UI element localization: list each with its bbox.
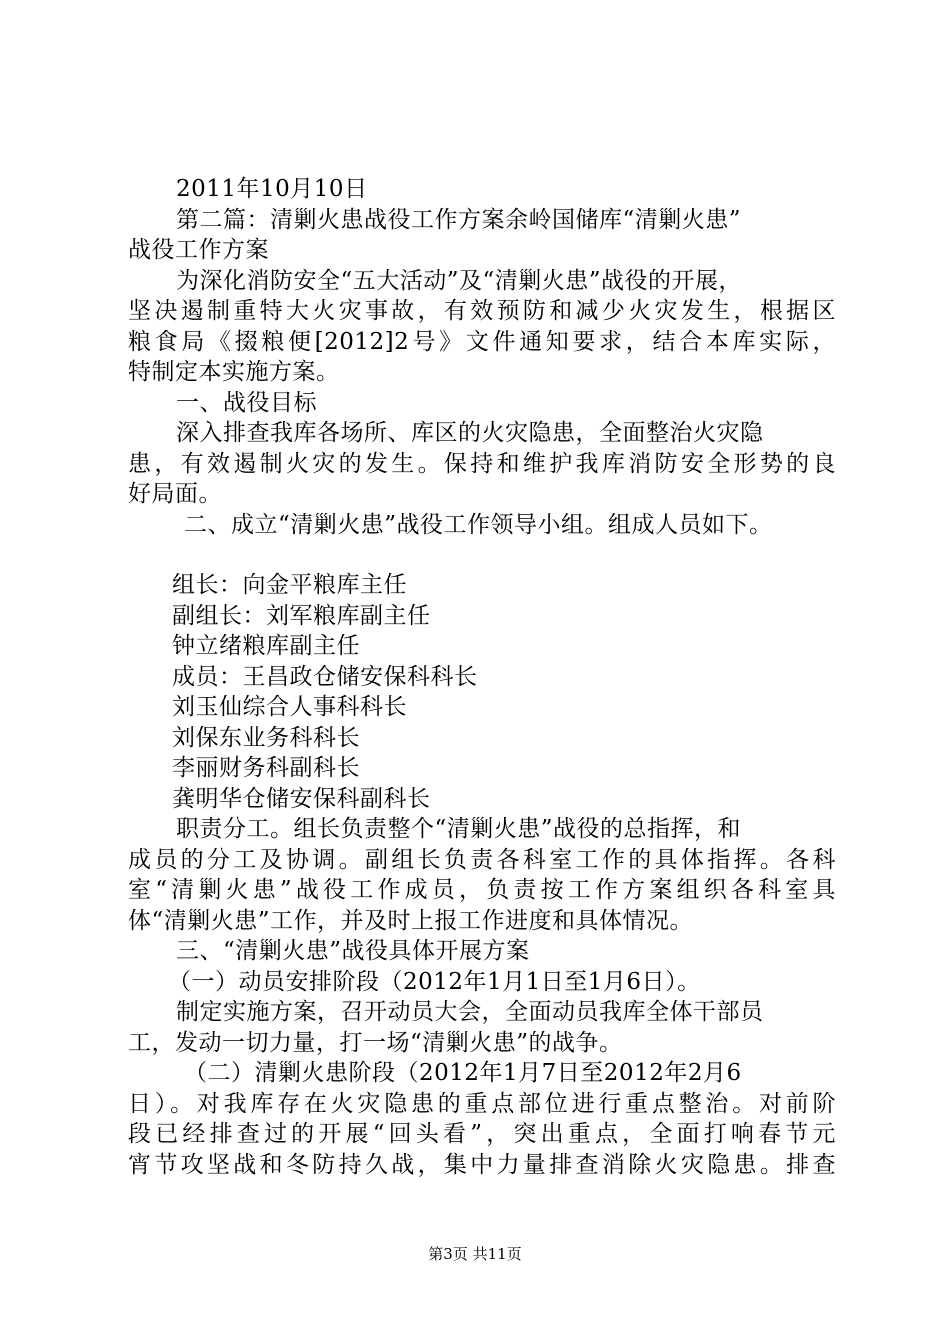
member-line: 钟立绪粮库副主任: [172, 633, 360, 659]
member-line: 刘保东业务科科长: [172, 724, 360, 751]
paragraph-line: 职责分工。组长负责整个“清剿火患”战役的总指挥，和: [176, 816, 742, 842]
paragraph-line: 为深化消防安全“五大活动”及“清剿火患”战役的开展，: [176, 267, 743, 294]
paragraph-line: 患，有效遏制火灾的发生。保持和维护我库消防安全形势的良: [128, 450, 836, 477]
member-line: 龚明华仓储安保科副科长: [172, 785, 431, 812]
section-title: 第二篇：清剿火患战役工作方案余岭国储库“清剿火患”: [176, 206, 742, 233]
paragraph-line: 坚决遏制重特大火灾事故，有效预防和减少火灾发生，根据区: [128, 298, 836, 324]
paragraph-line: 深入排查我库各场所、库区的火灾隐患，全面整治火灾隐: [176, 420, 764, 446]
member-line: 副组长：刘军粮库副主任: [172, 602, 431, 629]
heading-goal: 一、战役目标: [176, 389, 317, 416]
paragraph-line: 日）。对我库存在火灾隐患的重点部位进行重点整治。对前阶: [128, 1090, 836, 1117]
member-line: 刘玉仙综合人事科科长: [172, 694, 407, 720]
page-footer: 第3页 共11页: [428, 1245, 522, 1263]
heading-group: 二、成立“清剿火患”战役工作领导小组。组成人员如下。: [184, 511, 773, 538]
member-line: 李丽财务科副科长: [172, 755, 360, 781]
paragraph-line: 宵节攻坚战和冬防持久战，集中力量排查消除火灾隐患。排查: [128, 1151, 836, 1178]
paragraph-line: 特制定本实施方案。: [128, 359, 340, 385]
stage-heading: （一）动员安排阶段（2012年1月1日至1月6日）。: [168, 968, 701, 995]
member-line: 组长：向金平粮库主任: [172, 572, 407, 598]
section-title-continued: 战役工作方案: [128, 237, 269, 263]
blank-line: [128, 540, 836, 570]
heading-plan: 三、“清剿火患”战役具体开展方案: [176, 938, 530, 964]
paragraph-line: 成员的分工及协调。副组长负责各科室工作的具体指挥。各科: [128, 846, 836, 873]
paragraph-line: 制定实施方案，召开动员大会，全面动员我库全体干部员: [176, 999, 764, 1025]
paragraph-line: 好局面。: [128, 481, 222, 507]
member-line: 成员：王昌政仓储安保科科长: [172, 663, 478, 690]
date-line: 2011年10月10日: [176, 176, 368, 202]
paragraph-line: 段已经排查过的开展“回头看”，突出重点，全面打响春节元: [128, 1121, 836, 1147]
paragraph-line: 室“清剿火患”战役工作成员，负责按工作方案组织各科室具: [128, 877, 836, 903]
paragraph-line: 工，发动一切力量，打一场“清剿火患”的战争。: [128, 1029, 623, 1056]
document-body: [128, 174, 836, 1180]
paragraph-line: 体“清剿火患”工作，并及时上报工作进度和具体情况。: [128, 907, 694, 934]
stage-heading: （二）清剿火患阶段（2012年1月7日至2012年2月6: [184, 1060, 742, 1086]
paragraph-line: 粮食局《掇粮便[2012]2号》文件通知要求，结合本库实际，: [128, 328, 836, 355]
